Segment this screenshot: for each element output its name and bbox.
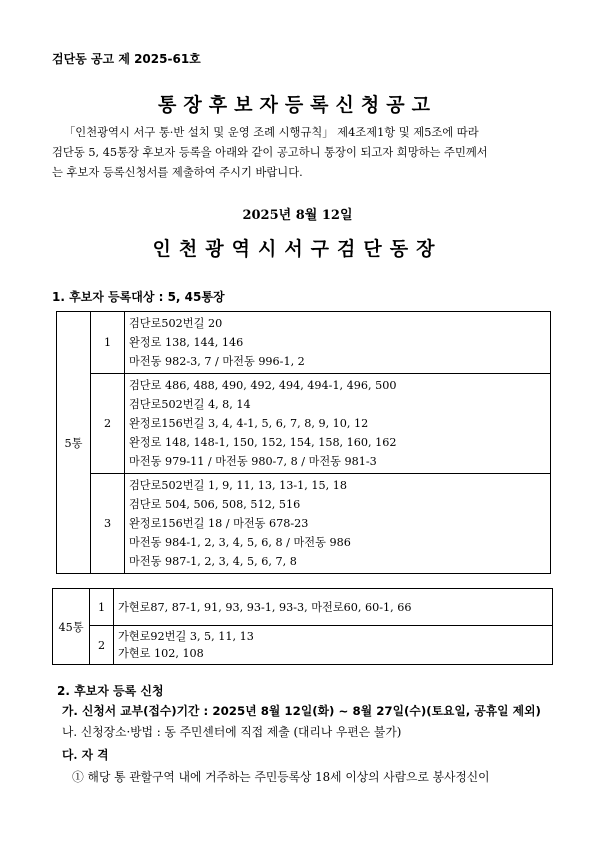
section2-heading: 2. 후보자 등록 신청 [57, 684, 164, 698]
tong-cell: 45통 [53, 589, 90, 665]
address-line: 완정로156번길 3, 4, 4-1, 5, 6, 7, 8, 9, 10, 12 [129, 417, 369, 430]
notice-number: 검단동 공고 제 2025-61호 [52, 52, 201, 66]
address-line: 가현로 102, 108 [118, 647, 204, 660]
address-line: 가현로87, 87-1, 91, 93, 93-1, 93-3, 마전로60, 60-1, 66 [118, 600, 412, 614]
address-line: 마전동 984-1, 2, 3, 4, 5, 6, 8 / 마전동 986 [129, 536, 351, 549]
issuer-name: 인천광역시서구검단동장 [152, 238, 443, 260]
address-line: 검단로 504, 506, 508, 512, 516 [129, 498, 301, 511]
address-line: 완정로 148, 148-1, 150, 152, 154, 158, 160, 162 [129, 436, 397, 449]
address-line: 완정로 138, 144, 146 [129, 336, 244, 349]
ban-cell: 2 [91, 374, 125, 474]
table-row [57, 374, 551, 474]
ban-cell: 2 [90, 626, 114, 665]
application-period: 가. 신청서 교부(접수)기간 : 2025년 8월 12일(화) ~ 8월 27일(수)(토요일, 공휴일 제외) [62, 704, 541, 718]
qualification-heading: 다. 자 격 [62, 748, 109, 762]
address-line: 완정로156번길 18 / 마전동 678-23 [129, 517, 309, 530]
address-line: 마전동 987-1, 2, 3, 4, 5, 6, 7, 8 [129, 555, 297, 568]
intro-line: 는 후보자 등록신청서를 제출하여 주시기 바랍니다. [52, 166, 303, 179]
address-cell [125, 474, 551, 574]
address-line: 마전동 982-3, 7 / 마전동 996-1, 2 [129, 355, 305, 368]
application-place: 나. 신청장소·방법 : 동 주민센터에 직접 제출 (대리나 우편은 불가) [62, 725, 402, 739]
table-row [57, 474, 551, 574]
table-row [53, 589, 553, 626]
qualification-line: ① 해당 통 관할구역 내에 거주하는 주민등록상 18세 이상의 사람으로 봉사정신이 [72, 770, 490, 784]
address-line: 검단로 486, 488, 490, 492, 494, 494-1, 496, 500 [129, 379, 397, 392]
address-cell [125, 312, 551, 374]
ban-cell: 1 [91, 312, 125, 374]
section1-heading: 1. 후보자 등록대상 : 5, 45통장 [52, 290, 225, 304]
tong-5-table [56, 311, 551, 574]
address-line: 검단로502번길 4, 8, 14 [129, 398, 251, 411]
address-cell [125, 374, 551, 474]
ban-cell: 3 [91, 474, 125, 574]
address-cell [114, 626, 553, 665]
address-cell [114, 589, 553, 626]
tong-45-table [52, 588, 553, 665]
page-title: 통장후보자등록신청공고 [158, 94, 437, 116]
notice-date: 2025년 8월 12일 [242, 208, 353, 223]
address-line: 마전동 979-11 / 마전동 980-7, 8 / 마전동 981-3 [129, 455, 377, 468]
tong-cell: 5통 [57, 312, 91, 574]
table-row [53, 626, 553, 665]
address-line: 가현로92번길 3, 5, 11, 13 [118, 630, 254, 643]
address-line: 검단로502번길 1, 9, 11, 13, 13-1, 15, 18 [129, 479, 347, 492]
intro-line: 검단동 5, 45통장 후보자 등록을 아래와 같이 공고하니 통장이 되고자 희망하는 주민께서 [52, 146, 488, 159]
table-row [57, 312, 551, 374]
ban-cell: 1 [90, 589, 114, 626]
intro-line: 「인천광역시 서구 통·반 설치 및 운영 조례 시행규칙」 제4조제1항 및 제5조에 따라 [64, 126, 479, 139]
address-line: 검단로502번길 20 [129, 317, 223, 330]
